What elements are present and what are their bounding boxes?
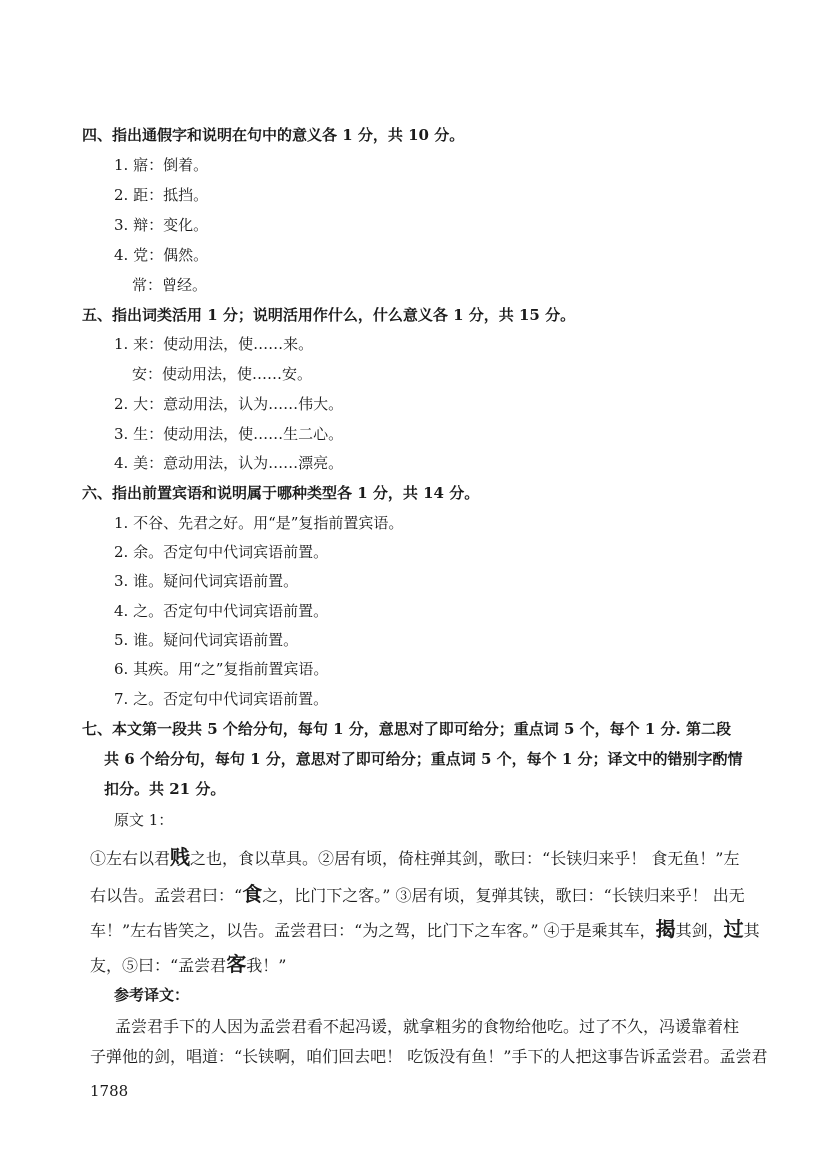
original-text-line-2 [90, 878, 745, 907]
reference-translation-line-2: 子弹他的剑，唱道：“长铗啊，咱们回去吧！ 吃饭没有鱼！”手下的人把这事告诉孟尝君。孟尝君 [90, 1047, 768, 1066]
section5-heading: 五、指出词类活用 1 分；说明活用作什么，什么意义各 1 分，共 15 分。 [82, 306, 576, 324]
text-fragment: 我！” [246, 956, 287, 975]
text-fragment: 右以告。孟尝君曰：“ [90, 886, 243, 905]
section5-item-3: 3. 生：使动用法，使……生二心。 [114, 425, 344, 443]
section6-item-6: 6. 其疾。用“之”复指前置宾语。 [114, 660, 329, 678]
section5-sub-item: 安：使动用法，使……安。 [132, 365, 313, 383]
key-word: 揭 [655, 917, 676, 941]
section6-item-1: 1. 不谷、先君之好。用“是”复指前置宾语。 [114, 514, 404, 532]
text-fragment: 车！”左右皆笑之，以告。孟尝君曰：“为之驾，比门下之车客。” ④于是乘其车， [90, 921, 656, 940]
original-text-line-4 [90, 948, 286, 977]
section6-item-2: 2. 余。否定句中代词宾语前置。 [114, 543, 329, 561]
section6-item-3: 3. 谁。疑问代词宾语前置。 [114, 572, 299, 590]
section6-heading: 六、指出前置宾语和说明属于哪种类型各 1 分，共 14 分。 [82, 484, 480, 502]
reference-translation-line-1: 孟尝君手下的人因为孟尝君看不起冯谖，就拿粗劣的食物给他吃。过了不久，冯谖靠着柱 [115, 1017, 740, 1036]
section4-item-4: 4. 党：偶然。 [114, 246, 209, 264]
text-fragment: 其剑， [675, 921, 724, 940]
key-word: 过 [723, 917, 744, 941]
section5-item-1: 1. 来：使动用法，使……来。 [114, 335, 314, 353]
text-fragment: 友，⑤曰：“孟尝君 [90, 956, 227, 975]
section7-heading-end: 扣分。共 21 分。 [104, 780, 226, 798]
text-fragment: ①左右以君 [90, 849, 171, 868]
original-text-line-1 [90, 841, 739, 870]
section4-item-1: 1. 寤：倒着。 [114, 156, 209, 174]
section4-heading: 四、指出通假字和说明在句中的意义各 1 分，共 10 分。 [82, 126, 465, 144]
original-text-label: 原文 1： [114, 811, 174, 829]
text-fragment: 之，比门下之客。” ③居有顷，复弹其铗，歌曰：“长铗归来乎！ 出无 [262, 886, 745, 905]
text-fragment: 之也，食以草具。②居有顷，倚柱弹其剑，歌曰：“长铗归来乎！ 食无鱼！”左 [190, 849, 740, 868]
key-word: 贱 [170, 845, 191, 869]
section5-item-2: 2. 大：意动用法，认为……伟大。 [114, 395, 344, 413]
reference-translation-label: 参考译文： [114, 986, 190, 1004]
original-text-line-3 [90, 913, 760, 942]
section4-item-2: 2. 距：抵挡。 [114, 186, 209, 204]
section5-item-4: 4. 美：意动用法，认为……漂亮。 [114, 454, 344, 472]
section6-item-5: 5. 谁。疑问代词宾语前置。 [114, 631, 299, 649]
section6-item-7: 7. 之。否定句中代词宾语前置。 [114, 690, 329, 708]
section7-heading-continued: 共 6 个给分句，每句 1 分，意思对了即可给分；重点词 5 个，每个 1 分；译文中的错别字酌情 [104, 750, 743, 768]
text-fragment: 其 [743, 921, 760, 940]
section6-item-4: 4. 之。否定句中代词宾语前置。 [114, 602, 329, 620]
page-number: 1788 [90, 1082, 129, 1100]
key-word: 客 [226, 952, 247, 976]
section4-sub-item: 常：曾经。 [132, 276, 208, 294]
section4-item-3: 3. 辩：变化。 [114, 216, 209, 234]
key-word: 食 [242, 882, 263, 906]
section7-heading: 七、本文第一段共 5 个给分句，每句 1 分，意思对了即可给分；重点词 5 个，每个 1 分. 第二段 [82, 720, 731, 738]
